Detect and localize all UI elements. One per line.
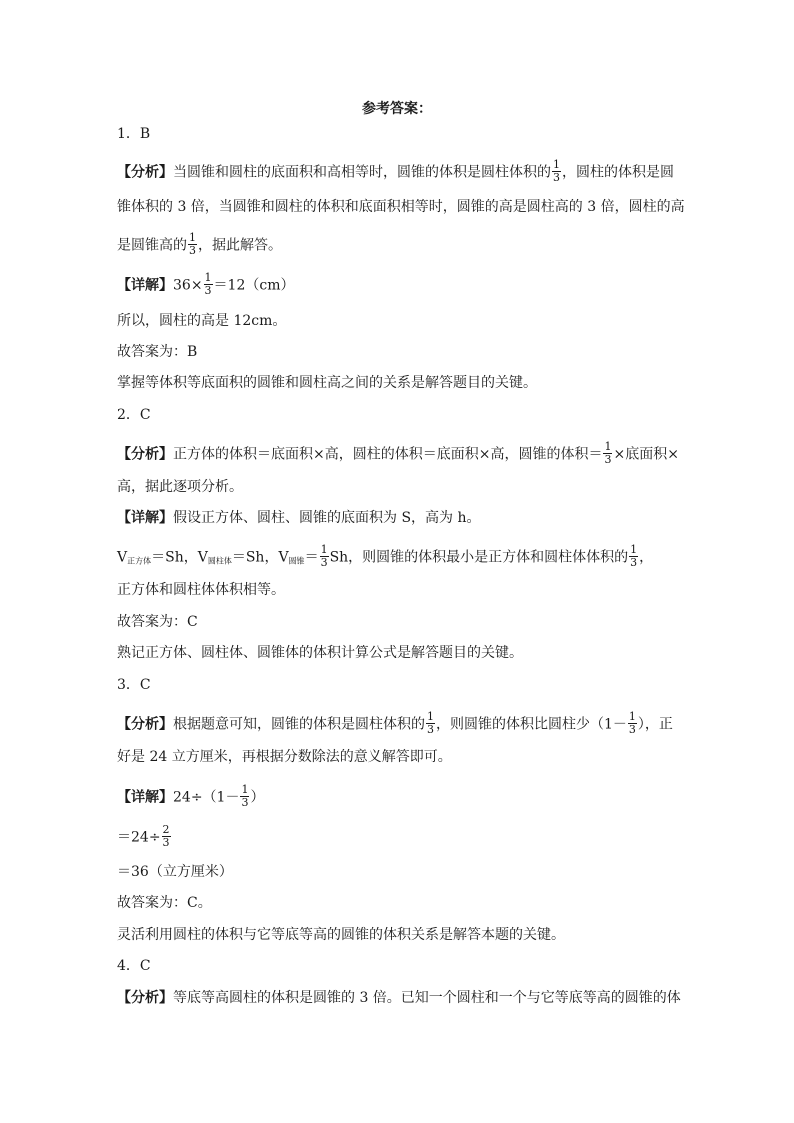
analysis-tag: 【分析】 xyxy=(117,990,173,1006)
q1-key-point: 掌握等体积等底面积的圆锥和圆柱高之间的关系是解答题目的关键。 xyxy=(117,375,537,391)
q1-number: 1．B xyxy=(117,126,151,142)
q2-formula-line: $V_{正方体}=Sh$，$V_{圆柱体}=Sh$，$V_{圆锥}=$ $\frac{1}{3}$ Sh，则圆锥的体积最小是正方体和圆柱体体积的 $\frac{1}{3}$ ， xyxy=(117,543,654,569)
fraction-one-third: $\frac{1}{3}$ xyxy=(241,783,249,809)
q3-answer: 故答案为：C。 xyxy=(117,895,212,911)
fraction-two-thirds: $\frac{2}{3}$ xyxy=(162,823,170,849)
q4-number: 4．C xyxy=(117,958,151,974)
q2-key-point: 熟记正方体、圆柱体、圆锥体的体积计算公式是解答题目的关键。 xyxy=(117,645,523,661)
q1-conclusion: 所以，圆柱的高是 12cm。 xyxy=(117,313,287,329)
analysis-tag: 【分析】 xyxy=(117,164,173,181)
fraction-one-third: $\frac{1}{3}$ xyxy=(553,158,560,184)
fraction-one-third: $\frac{1}{3}$ xyxy=(189,231,196,257)
analysis-tag: 【分析】 xyxy=(117,716,173,733)
q1-detail: 【详解】36× $\frac{1}{3}$ ＝12（cm） xyxy=(117,271,295,297)
q3-analysis-line-2: 好是 24 立方厘米，再根据分数除法的意义解答即可。 xyxy=(117,749,452,765)
fraction-one-third: $\frac{1}{3}$ xyxy=(630,543,638,569)
detail-tag: 【详解】 xyxy=(117,277,173,294)
q2-detail: 【详解】假设正方体、圆柱、圆锥的底面积为 S，高为 h。 xyxy=(117,510,481,526)
q1-analysis-line-1: 【分析】当圆锥和圆柱的底面积和高相等时，圆锥的体积是圆柱体积的 $\frac{1}{3}$ ，圆柱的体积是圆 xyxy=(117,158,674,184)
fraction-one-third: $\frac{1}{3}$ xyxy=(628,710,636,736)
fraction-one-third: $\frac{1}{3}$ xyxy=(604,440,612,466)
q1-answer: 故答案为：B xyxy=(117,344,198,360)
fraction-one-third: $\frac{1}{3}$ xyxy=(320,543,328,569)
page-title: 参考答案： xyxy=(362,101,432,117)
analysis-tag: 【分析】 xyxy=(117,446,173,463)
q2-analysis-line-2: 高，据此逐项分析。 xyxy=(117,479,243,495)
q2-number: 2．C xyxy=(117,407,151,423)
q2-analysis-line-1: 【分析】正方体的体积＝底面积×高，圆柱的体积＝底面积×高，圆锥的体积＝ $\frac{1}{3}$ ×底面积× xyxy=(117,440,679,466)
fraction-one-third: $\frac{1}{3}$ xyxy=(204,271,212,297)
q2-answer: 故答案为：C xyxy=(117,614,198,630)
q3-analysis-line-1: 【分析】根据题意可知，圆锥的体积是圆柱体积的 $\frac{1}{3}$ ，则圆锥的体积比圆柱少（1－ $\frac{1}{3}$ ），正 xyxy=(117,710,673,736)
q3-number: 3．C xyxy=(117,677,151,693)
q4-analysis-line-1: 【分析】等底等高圆柱的体积是圆锥的 3 倍。已知一个圆柱和一个与它等底等高的圆锥的体 xyxy=(117,990,681,1006)
q2-detail-line-2: 正方体和圆柱体体积相等。 xyxy=(117,582,285,598)
q1-analysis-line-2: 锥体积的 3 倍，当圆锥和圆柱的体积和底面积相等时，圆锥的高是圆柱高的 3 倍，圆柱的高 xyxy=(117,199,685,215)
detail-tag: 【详解】 xyxy=(117,789,173,806)
q3-key-point: 灵活利用圆柱的体积与它等底等高的圆锥的体积关系是解答本题的关键。 xyxy=(117,927,565,943)
q3-detail: 【详解】24÷（1－ $\frac{1}{3}$ ） xyxy=(117,783,265,809)
fraction-one-third: $\frac{1}{3}$ xyxy=(427,710,434,736)
q1-analysis-line-3: 是圆锥高的 $\frac{1}{3}$ ，据此解答。 xyxy=(117,231,282,257)
q3-step-3: ＝36（立方厘米） xyxy=(117,864,233,880)
detail-tag: 【详解】 xyxy=(117,510,173,526)
q3-step-2: ＝24÷ $\frac{2}{3}$ xyxy=(117,823,170,849)
